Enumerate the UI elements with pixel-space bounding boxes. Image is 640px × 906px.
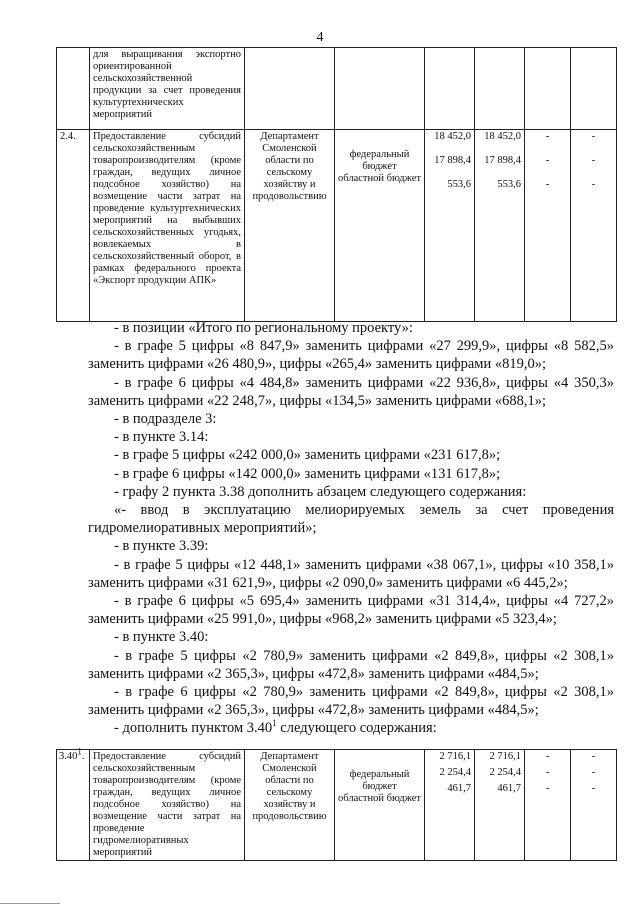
- bottom-table: [56, 746, 617, 861]
- body-text: [88, 319, 614, 738]
- value-cell: -: [591, 767, 596, 778]
- value-cell: 2 716,1: [489, 751, 521, 762]
- top-table: [56, 47, 617, 322]
- source-regional: областной бюджет: [338, 793, 421, 804]
- paragraph: - дополнить пунктом 3.40$^1$ следующего содержания:: [114, 718, 437, 737]
- value-cell: -: [545, 767, 550, 778]
- source-federal: федеральный бюджет: [349, 769, 410, 792]
- value-cell: 553,6: [447, 179, 471, 190]
- footer-rule: [0, 903, 60, 904]
- value-cell: 18 452,0: [434, 131, 471, 142]
- value-cell: 461,7: [497, 783, 521, 794]
- value-cell: -: [545, 783, 550, 794]
- value-cell: -: [591, 179, 596, 190]
- value-cell: -: [591, 783, 596, 794]
- paragraph: - в графе 6 цифры «142 000,0» заменить цифрами «131 617,8»;: [114, 465, 501, 482]
- value-cell: 553,6: [497, 179, 521, 190]
- table-row: [57, 130, 617, 322]
- paragraph: «- ввод в эксплуатацию мелиорируемых земель за счет проведения гидромелиоративных мероприятий»;: [88, 502, 614, 537]
- table-row: [57, 48, 617, 130]
- value-cell: -: [591, 751, 596, 762]
- paragraph: - в графе 5 цифры «2 780,9» заменить цифрами «2 849,8», цифры «2 308,1» заменить цифрами «2 365,3», цифры «472,8» заменить цифрами «484,5»;: [88, 647, 614, 682]
- value-cell: 17 898,4: [484, 155, 521, 166]
- value-cell: 2 254,4: [439, 767, 471, 778]
- paragraph: - в графе 6 цифры «5 695,4» заменить цифрами «31 314,4», цифры «4 727,2» заменить цифрами «25 991,0», цифры «968,2» заменить цифрами «5 323,4»;: [88, 593, 614, 628]
- continuation-text: для выращивания экспортно ориентированной сельскохозяйственной продукции за счет проведения культуртехнических мероприятий: [90, 48, 245, 130]
- row-number: 2.4.: [57, 130, 90, 322]
- paragraph: - в позиции «Итого по региональному проекту»:: [114, 320, 413, 336]
- paragraph: - в пункте 3.14:: [114, 429, 209, 446]
- row-description: Предоставление субсидий сельскохозяйственным товаропроизводителям (кроме граждан, ведущих личное подсобное хозяйство) на возмещение части затрат на проведение гидромелиоративных мероприятий: [90, 750, 245, 861]
- paragraph: - в пункте 3.40:: [114, 629, 209, 646]
- source-regional: областной бюджет: [338, 173, 421, 184]
- value-cell: -: [545, 179, 550, 190]
- value-cell: -: [545, 131, 550, 142]
- table-row: [57, 750, 617, 861]
- paragraph: - в графе 6 цифры «2 780,9» заменить цифрами «2 849,8», цифры «2 308,1» заменить цифрами «2 365,3», цифры «472,8» заменить цифрами «484,5»;: [88, 684, 614, 719]
- row-number: 3.40$^1$.: [57, 750, 90, 861]
- value-cell: -: [591, 131, 596, 142]
- row-description: Предоставление субсидий сельскохозяйственным товаропроизводителям (кроме граждан, ведущих личное подсобное хозяйство) на возмещение части затрат на проведение культуртехнических мероприятий на выбывших сельскохозяйственных угодьях, вовлекаемых в сельскохозяйственный оборот, в рамках федерального проекта «Экспорт продукции АПК»: [90, 130, 245, 322]
- paragraph: - в графе 6 цифры «4 484,8» заменить цифрами «22 936,8», цифры «4 350,3» заменить цифрами «22 248,7», цифры «134,5» заменить цифрами «688,1»;: [88, 374, 614, 409]
- value-cell: -: [545, 155, 550, 166]
- paragraph: - графу 2 пункта 3.38 дополнить абзацем следующего содержания:: [114, 483, 527, 500]
- value-cell: 18 452,0: [484, 131, 521, 142]
- value-cell: -: [545, 751, 550, 762]
- paragraph: - в графе 5 цифры «242 000,0» заменить цифрами «231 617,8»;: [114, 447, 501, 464]
- paragraph: - в графе 5 цифры «8 847,9» заменить цифрами «27 299,9», цифры «8 582,5» заменить цифрами «26 480,9», цифры «265,4» заменить цифрами «819,0»;: [88, 338, 614, 373]
- value-cell: 2 716,1: [439, 751, 471, 762]
- paragraph: - в подразделе 3:: [114, 411, 217, 428]
- paragraph: - в пункте 3.39:: [114, 538, 209, 555]
- row-executor: Департамент Смоленской области по сельскому хозяйству и продовольствию: [245, 750, 335, 861]
- source-federal: федеральный бюджет: [349, 149, 410, 172]
- value-cell: 17 898,4: [434, 155, 471, 166]
- page-number: 4: [316, 30, 324, 45]
- row-executor: Департамент Смоленской области по сельскому хозяйству и продовольствию: [245, 130, 335, 322]
- value-cell: 2 254,4: [489, 767, 521, 778]
- paragraph: - в графе 5 цифры «12 448,1» заменить цифрами «38 067,1», цифры «10 358,1» заменить цифрами «31 621,9», цифры «2 090,0» заменить цифрами «6 445,2»;: [88, 556, 614, 591]
- value-cell: 461,7: [447, 783, 471, 794]
- value-cell: -: [591, 155, 596, 166]
